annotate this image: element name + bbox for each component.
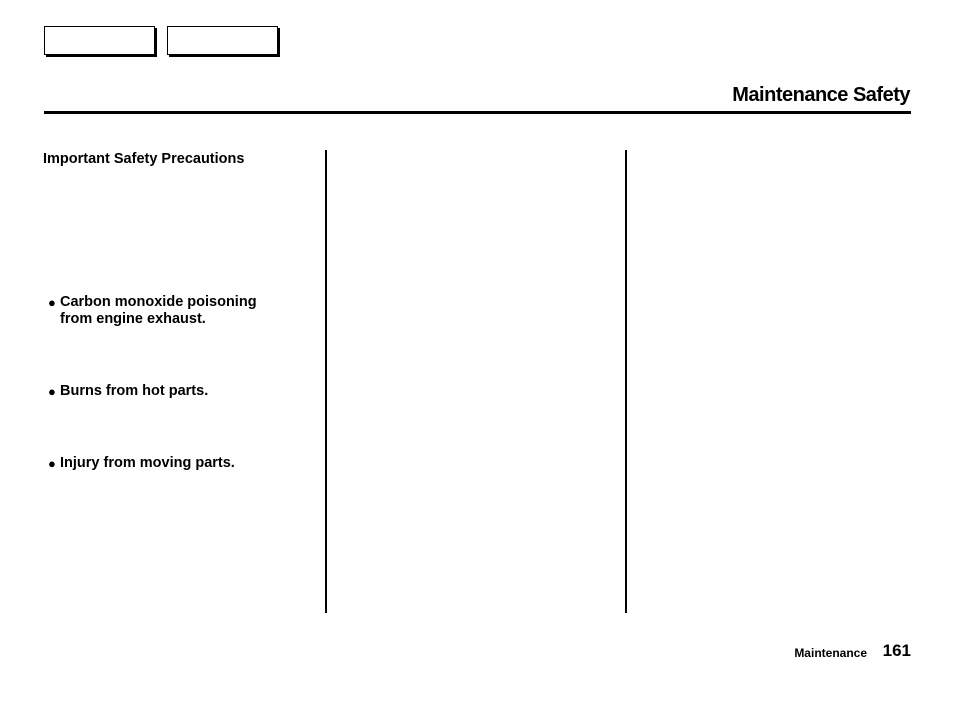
hazard-list-item bbox=[48, 383, 308, 400]
column-divider bbox=[625, 150, 627, 613]
bullet-icon: ● bbox=[48, 456, 56, 471]
section-heading: Important Safety Precautions bbox=[43, 151, 245, 167]
bullet-icon: ● bbox=[48, 384, 56, 399]
footer-section-label: Maintenance bbox=[794, 646, 867, 660]
hazard-list-item bbox=[48, 455, 308, 472]
hazard-text: Injury from moving parts. bbox=[60, 455, 235, 471]
column-divider bbox=[325, 150, 327, 613]
hazard-list-item bbox=[48, 294, 308, 328]
page-title: Maintenance Safety bbox=[732, 84, 910, 106]
title-rule bbox=[44, 111, 911, 114]
bullet-icon: ● bbox=[48, 295, 56, 310]
hazard-text: Carbon monoxide poisoning from engine exhaust. bbox=[60, 294, 257, 327]
hazard-text: Burns from hot parts. bbox=[60, 383, 209, 399]
previous-page-button[interactable] bbox=[44, 26, 155, 55]
next-page-button[interactable] bbox=[167, 26, 278, 55]
page-number: 161 bbox=[882, 641, 911, 660]
